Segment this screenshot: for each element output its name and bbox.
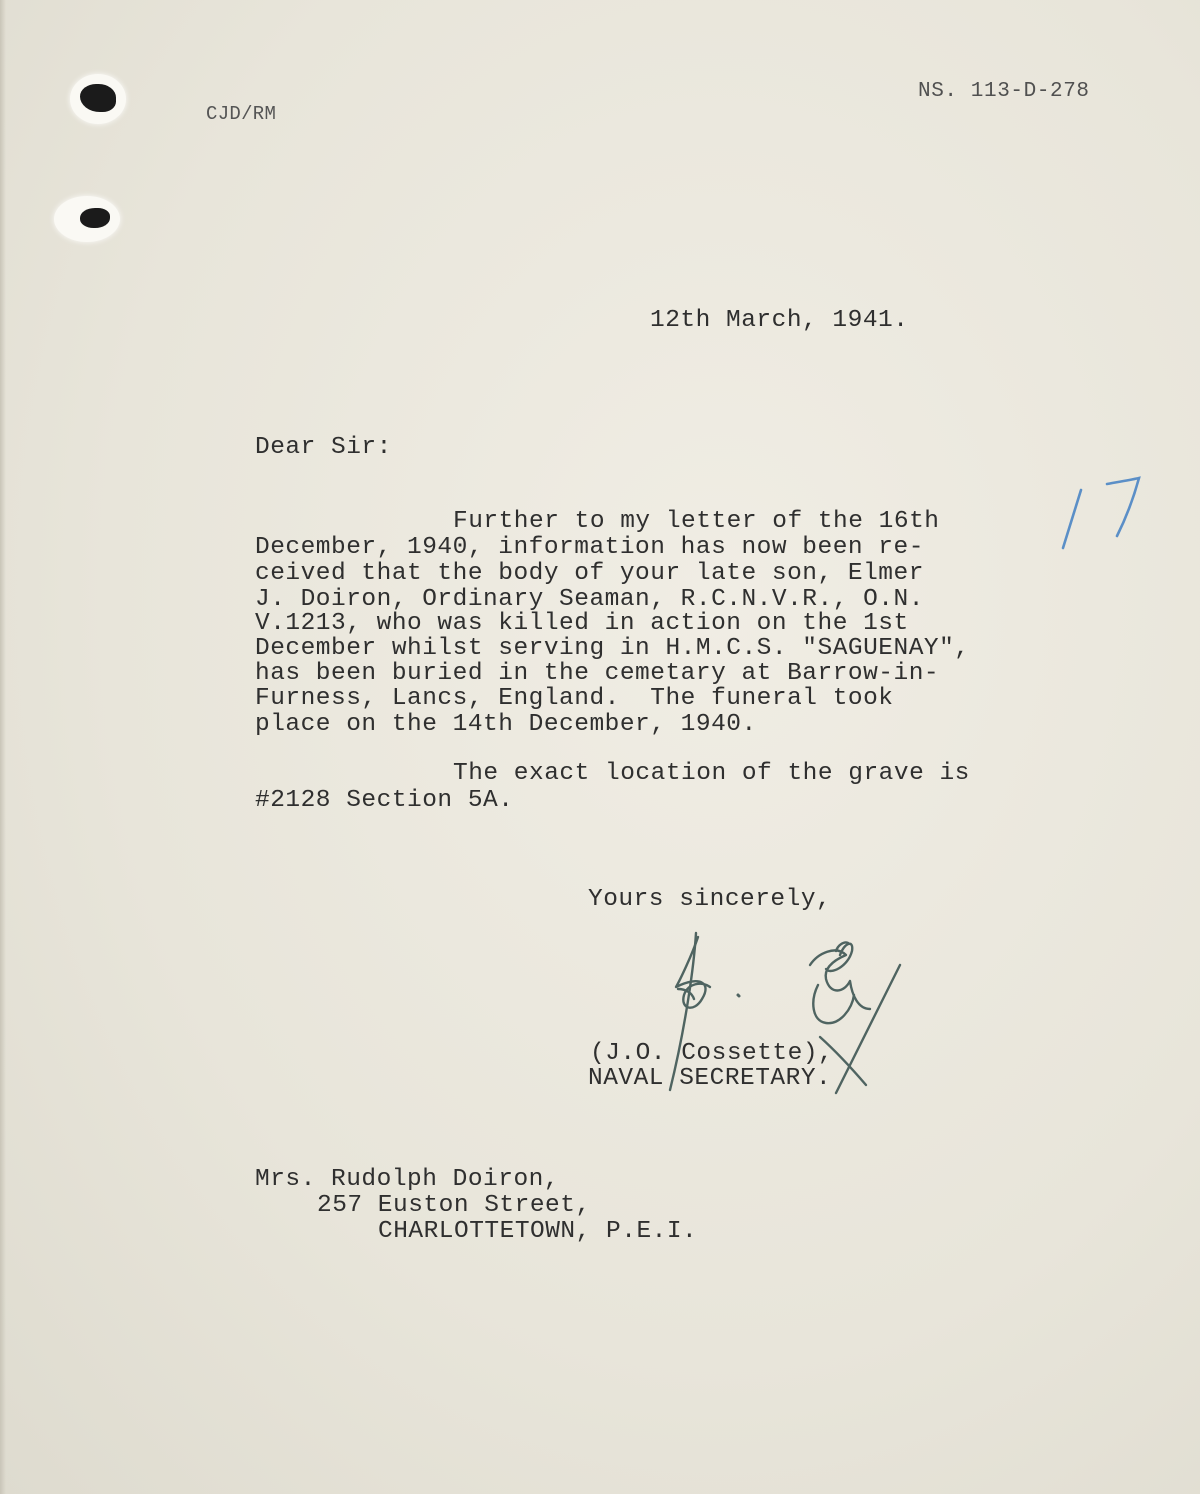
paragraph-line: December whilst serving in H.M.C.S. "SAGUENAY", — [255, 635, 970, 662]
paper-edge-shadow — [0, 0, 6, 1494]
signatory-title: NAVAL SECRETARY. — [588, 1065, 832, 1092]
closing: Yours sincerely, — [588, 886, 832, 913]
paragraph-line: ceived that the body of your late son, Elmer — [255, 560, 924, 587]
recipient-line: Mrs. Rudolph Doiron, — [255, 1166, 560, 1193]
typist-initials: CJD/RM — [206, 103, 277, 125]
paragraph-line: has been buried in the cemetary at Barrow-in- — [255, 660, 940, 687]
paragraph-line: #2128 Section 5A. — [255, 787, 514, 814]
recipient-line: 257 Euston Street, — [317, 1192, 591, 1219]
paragraph-line: Furness, Lancs, England. The funeral took — [255, 685, 894, 712]
blue-pencil-margin-note — [1055, 470, 1155, 560]
salutation: Dear Sir: — [255, 434, 392, 461]
signatory-name: (J.O. Cossette), — [590, 1040, 834, 1067]
paragraph-line: Further to my letter of the 16th — [453, 508, 940, 535]
recipient-line: CHARLOTTETOWN, P.E.I. — [378, 1218, 698, 1245]
paragraph-line: J. Doiron, Ordinary Seaman, R.C.N.V.R., O.N. — [255, 586, 924, 613]
paragraph-line: December, 1940, information has now been re- — [255, 534, 924, 561]
file-number: NS. 113-D-278 — [918, 80, 1090, 103]
paragraph-line: V.1213, who was killed in action on the 1st — [255, 610, 909, 637]
paragraph-line: The exact location of the grave is — [453, 760, 970, 787]
paragraph-line: place on the 14th December, 1940. — [255, 711, 757, 738]
letter-date: 12th March, 1941. — [650, 307, 909, 334]
